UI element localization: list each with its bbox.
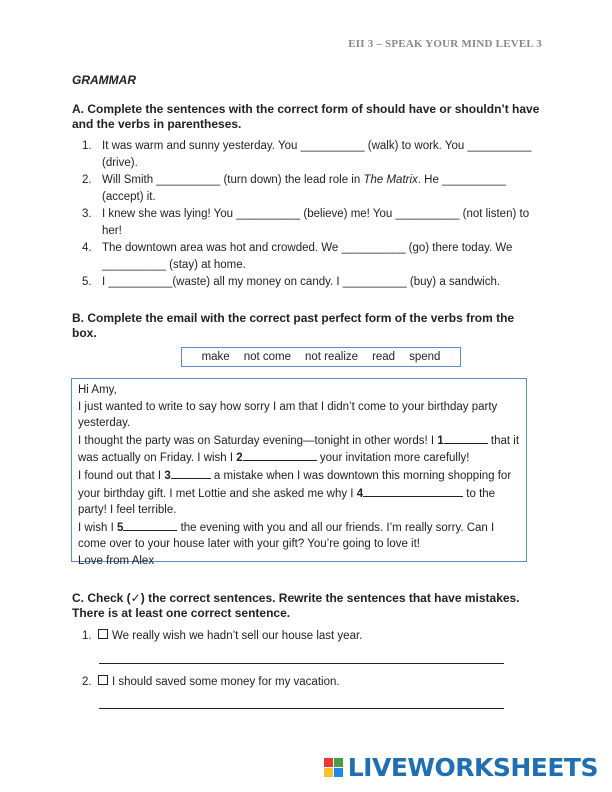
email-signoff: Love from Alex xyxy=(78,554,155,567)
logo-square xyxy=(334,768,343,777)
answer-blank-5[interactable] xyxy=(123,519,177,531)
item-number: 5. xyxy=(82,276,92,288)
answer-blank-1[interactable] xyxy=(444,432,488,444)
checkbox[interactable] xyxy=(98,675,108,685)
answer-line-2[interactable] xyxy=(99,708,504,709)
logo-square xyxy=(324,768,333,777)
word-box xyxy=(181,347,461,367)
answer-line-1[interactable] xyxy=(99,663,504,664)
item-text: We really wish we hadn’t sell our house last year. xyxy=(112,630,363,642)
logo-icon xyxy=(324,758,343,777)
item-number: 3. xyxy=(82,208,92,220)
item-text: Will Smith __________ (turn down) the lead role in xyxy=(102,174,364,186)
email-greeting: Hi Amy, xyxy=(78,384,117,396)
item-text: I knew she was lying! You __________ (believe) me! You __________ (not listen) to her! xyxy=(102,208,530,237)
section-c-list xyxy=(82,628,542,646)
checkbox[interactable] xyxy=(98,629,108,639)
list-item xyxy=(82,674,542,691)
email-text: to the party! I feel terrible. xyxy=(78,487,496,517)
item-text: The downtown area was hot and crowded. We __________ (go) there today. We __________ (stay) at home. xyxy=(102,242,513,271)
page-header: EII 3 – SPEAK YOUR MIND LEVEL 3 xyxy=(348,38,542,50)
answer-blank-2[interactable] xyxy=(243,449,317,461)
liveworksheets-logo xyxy=(324,753,598,782)
blank-number: 5 xyxy=(116,521,124,534)
blank-number: 3 xyxy=(164,469,171,482)
section-b-title: B. Complete the email with the correct past perfect form of the verbs from the box. xyxy=(72,311,515,340)
logo-square xyxy=(324,758,333,767)
email-box xyxy=(71,378,527,567)
item-number: 1. xyxy=(82,630,92,642)
list-item xyxy=(82,274,542,291)
item-text: I __________(waste) all my money on candy. I __________ (buy) a sandwich. xyxy=(102,276,501,288)
item-number: 2. xyxy=(82,174,92,186)
email-paragraph: I just wanted to write to say how sorry I am that I didn’t come to your birthday party yesterday. xyxy=(78,400,498,430)
list-item xyxy=(82,138,542,171)
email-text: the evening with you and all our friends. I’m really sorry. Can I come over to your house later with your gift? You’re going to love it! xyxy=(78,521,495,551)
email-text: that it was actually on Friday. I wish I xyxy=(78,434,520,465)
section-a-title: A. Complete the sentences with the correct form of should have or shouldn’t have and the verbs in parentheses. xyxy=(72,102,540,131)
item-text: I should saved some money for my vacation. xyxy=(112,676,340,688)
blank-number: 4 xyxy=(356,487,364,500)
word-box-item: read xyxy=(372,351,396,363)
word-box-item: not come xyxy=(243,351,291,363)
section-c-list xyxy=(82,674,542,692)
email-paragraph xyxy=(78,467,520,519)
section-c-title: C. Check (✓) the correct sentences. Rewrite the sentences that have mistakes. There is at least one correct sentence. xyxy=(72,591,520,620)
email-text: your invitation more carefully! xyxy=(316,452,470,465)
word-box-item: make xyxy=(201,351,230,363)
logo-square xyxy=(334,758,343,767)
list-item xyxy=(82,206,542,239)
list-item xyxy=(82,240,542,273)
email-text: I thought the party was on Saturday evening—tonight in other words! I xyxy=(78,434,438,447)
movie-title: The Matrix xyxy=(363,174,418,186)
list-item xyxy=(82,172,542,205)
email-text: a mistake when I was downtown this morning shopping for your birthday gift. I met Lottie and she asked me why I xyxy=(78,469,512,500)
item-text: It was warm and sunny yesterday. You __________ (walk) to work. You __________ (drive). xyxy=(102,140,532,169)
item-number: 1. xyxy=(82,140,92,152)
item-text: . He __________ (accept) it. xyxy=(102,174,507,203)
brand-name: LIVEWORKSHEETS xyxy=(347,753,598,782)
answer-blank-4[interactable] xyxy=(363,485,463,497)
grammar-heading: GRAMMAR xyxy=(72,73,136,87)
section-a-list xyxy=(82,138,542,292)
list-item xyxy=(82,628,542,645)
email-paragraph xyxy=(78,519,520,553)
word-box-item: not realize xyxy=(305,351,359,363)
answer-blank-3[interactable] xyxy=(171,467,211,479)
word-box-item: spend xyxy=(409,351,441,363)
item-number: 2. xyxy=(82,676,92,688)
email-text: I wish I xyxy=(78,521,117,534)
blank-number: 1 xyxy=(437,434,444,447)
blank-number: 2 xyxy=(236,452,243,465)
email-paragraph xyxy=(78,432,520,467)
email-text: I found out that I xyxy=(78,469,165,482)
item-number: 4. xyxy=(82,242,92,254)
